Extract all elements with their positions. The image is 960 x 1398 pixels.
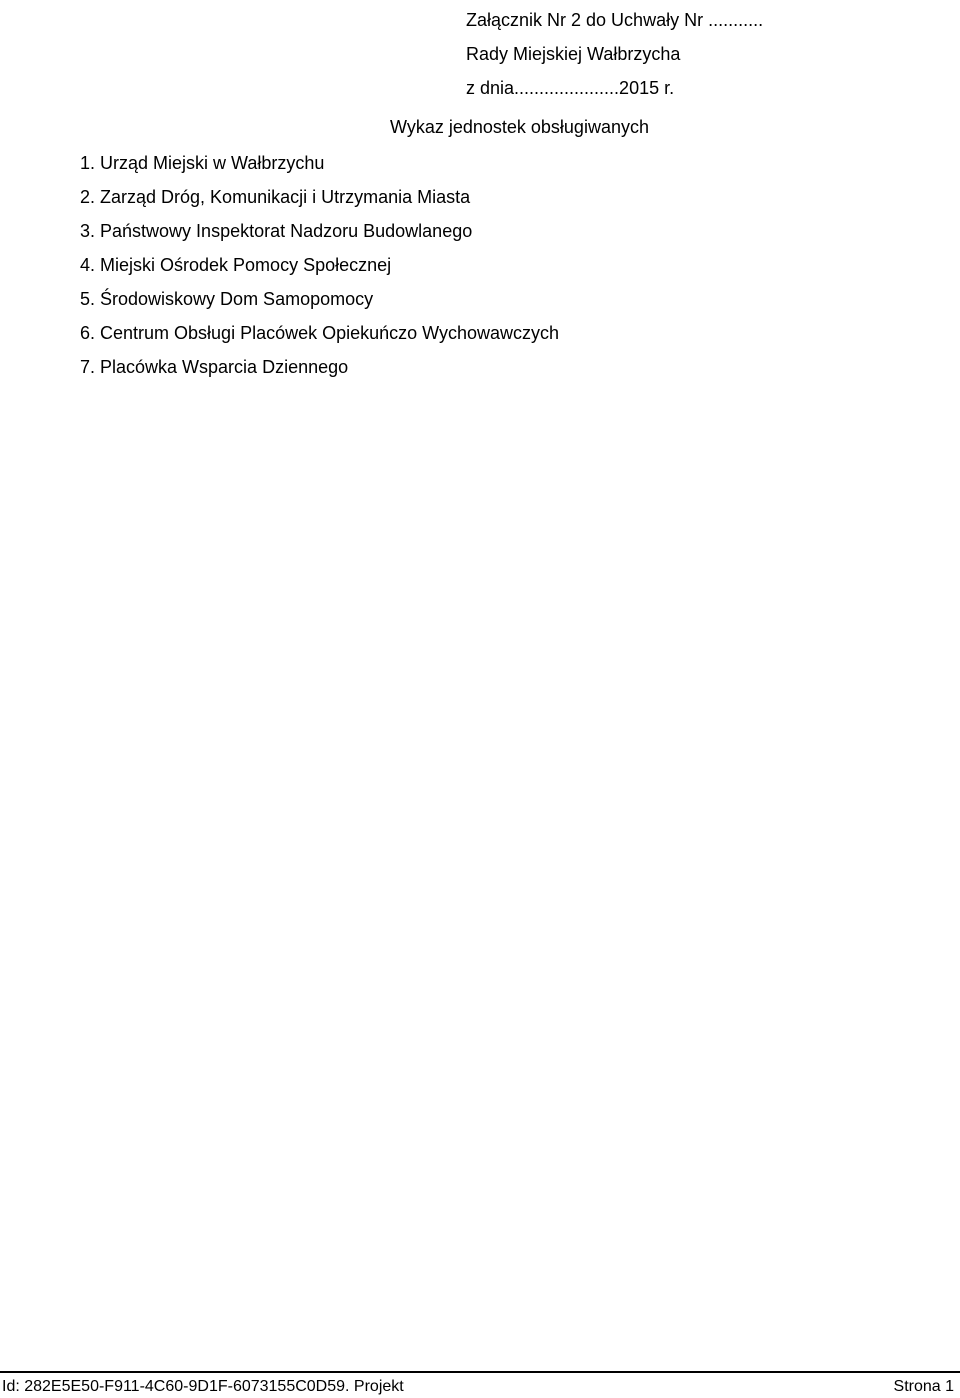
list-item: 4. Miejski Ośrodek Pomocy Społecznej [80,255,392,275]
page-footer [0,1376,960,1398]
list-title: Wykaz jednostek obsługiwanych [390,117,649,137]
resolution-date: z dnia.....................2015 r. [466,78,675,98]
list-item: 3. Państwowy Inspektorat Nadzoru Budowlanego [80,221,473,241]
list-item: 2. Zarząd Dróg, Komunikacji i Utrzymania Miasta [80,187,471,207]
list-item: 1. Urząd Miejski w Wałbrzychu [80,153,325,173]
list-item: 5. Środowiskowy Dom Samopomocy [80,289,374,309]
attachment-header [466,3,946,105]
footer-divider [0,1371,960,1373]
units-list [80,146,559,384]
list-item: 7. Placówka Wsparcia Dziennego [80,357,349,377]
attachment-title: Załącznik Nr 2 do Uchwały Nr ........... [466,10,764,30]
council-name: Rady Miejskiej Wałbrzycha [466,44,681,64]
document-id: Id: 282E5E50-F911-4C60-9D1F-6073155C0D59. Projekt [2,1378,404,1395]
page-number: Strona 1 [893,1378,954,1395]
list-item: 6. Centrum Obsługi Placówek Opiekuńczo Wychowawczych [80,323,560,343]
